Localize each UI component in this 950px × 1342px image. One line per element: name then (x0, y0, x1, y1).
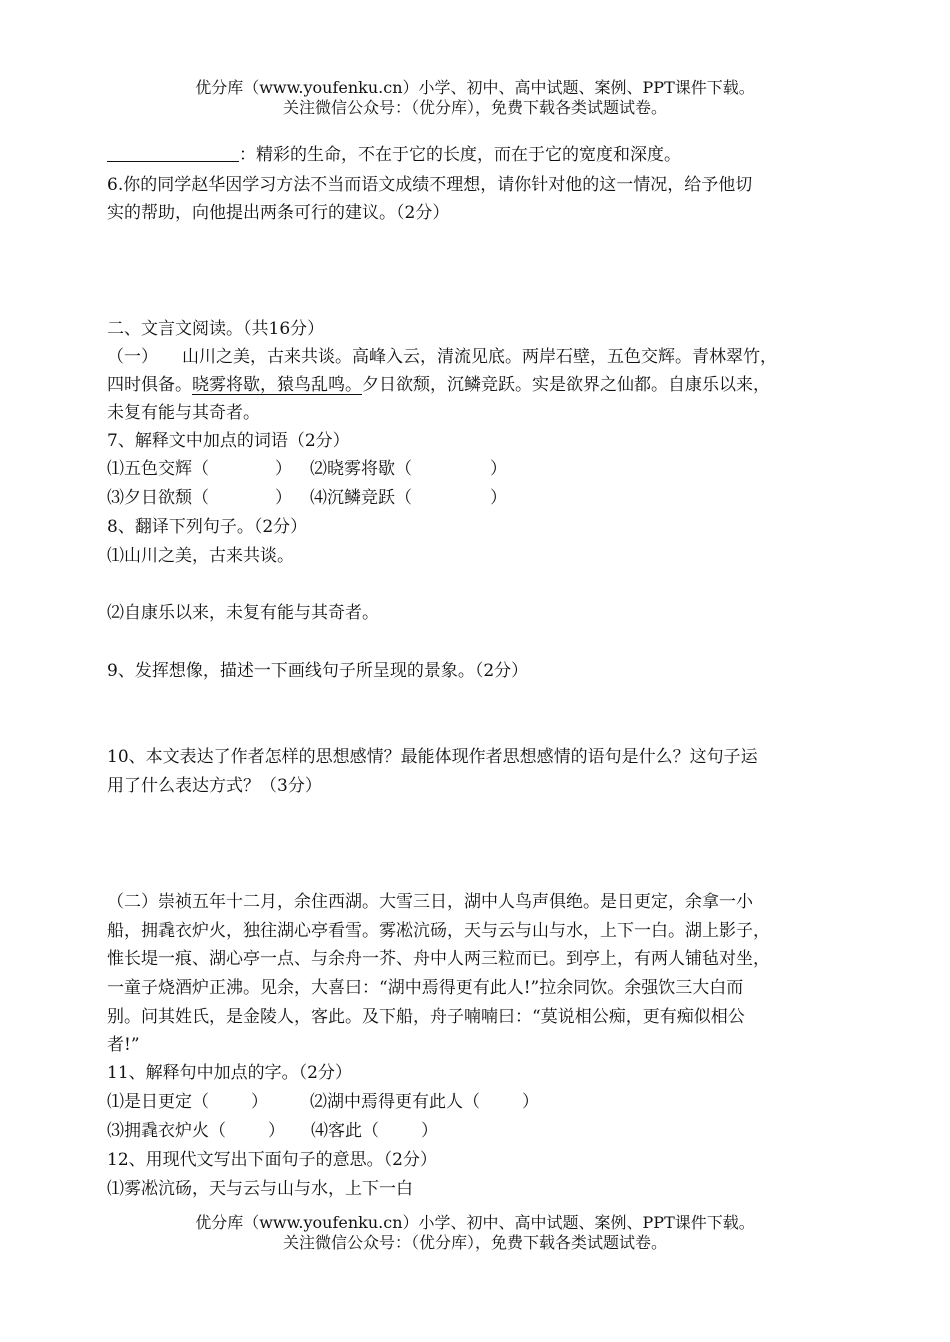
q7-item-4: ⑷沉鳞竞跃（ (310, 488, 412, 508)
q11-title: 11、解释句中加点的字。（2分） (107, 1063, 352, 1083)
passage-2-line-3: 惟长堤一痕、湖心亭一点、与余舟一芥、舟中人两三粒而已。到亭上，有两人铺毡对坐， (107, 949, 770, 969)
passage-1-prefix: （一） (107, 347, 158, 367)
passage-1-line-3: 未复有能与其奇者。 (107, 403, 260, 423)
q11-item-4: ⑷客此（ (311, 1121, 379, 1141)
q10-line-2: 用了什么表达方式？（3分） (107, 776, 322, 796)
q6-line-2: 实的帮助，向他提出两条可行的建议。（2分） (107, 203, 450, 223)
footer-line-2: 关注微信公众号：（优分库），免费下载各类试题试卷。 (282, 1233, 667, 1252)
q8-item-2: ⑵自康乐以来，未复有能与其奇者。 (107, 603, 379, 623)
q11-item-4-close: ） (421, 1121, 438, 1141)
q7-row-1 (107, 458, 507, 480)
q8-title: 8、翻译下列句子。（2分） (107, 517, 308, 537)
passage-1-text: 山川之美，古来共谈。高峰入云，清流见底。两岸石壁，五色交辉。青林翠竹， (182, 347, 777, 367)
underlined-sentence: 晓雾将歇，猿鸟乱鸣。 (192, 375, 362, 395)
passage-2-line-2: 船，拥毳衣炉火，独往湖心亭看雪。雾凇沆砀，天与云与山与水，上下一白。湖上影子， (107, 921, 770, 941)
q12-item-1: ⑴雾凇沆砀，天与云与山与水，上下一白 (107, 1179, 413, 1199)
blank-answer-line (107, 144, 681, 166)
footer-line-1: 优分库（www.youfenku.cn）小学、初中、高中试题、案例、PPT课件下载。 (195, 1213, 755, 1232)
q11-row-1 (107, 1091, 539, 1113)
q7-item-4-close: ） (490, 488, 507, 508)
q7-item-1: ⑴五色交辉（ (107, 459, 209, 479)
q11-item-1: ⑴是日更定（ (107, 1092, 209, 1112)
blank-line-text: ：精彩的生命，不在于它的长度，而在于它的宽度和深度。 (239, 145, 681, 165)
q7-item-2-close: ） (490, 459, 507, 479)
q9-title: 9、发挥想像，描述一下画线句子所呈现的景象。（2分） (107, 661, 529, 681)
header-line-2: 关注微信公众号：（优分库），免费下载各类试题试卷。 (282, 98, 667, 117)
passage-2-line-5: 别。问其姓氏，是金陵人，客此。及下船，舟子喃喃曰：“莫说相公痴，更有痴似相公 (107, 1007, 745, 1027)
q8-item-1: ⑴山川之美，古来共谈。 (107, 546, 294, 566)
passage-1-text-after: 夕日欲颓，沉鳞竞跃。实是欲界之仙都。自康乐以来， (362, 375, 770, 395)
q6-line-1: 6.你的同学赵华因学习方法不当而语文成绩不理想，请你针对他的这一情况，给予他切 (107, 175, 753, 195)
q7-item-2: ⑵晓雾将歇（ (310, 459, 412, 479)
q10-line-1: 10、本文表达了作者怎样的思想感情？最能体现作者思想感情的语句是什么？这句子运 (107, 747, 758, 767)
passage-1-line-2 (107, 374, 770, 396)
q11-item-1-close: ） (251, 1092, 268, 1112)
q7-item-3: ⑶夕日欲颓（ (107, 488, 209, 508)
section-2-title: 二、文言文阅读。（共16分） (107, 319, 325, 339)
q7-item-1-close: ） (275, 459, 292, 479)
q7-title: 7、解释文中加点的词语（2分） (107, 431, 350, 451)
header-line-1: 优分库（www.youfenku.cn）小学、初中、高中试题、案例、PPT课件下载。 (195, 78, 755, 97)
passage-2-line-6: 者!” (107, 1035, 140, 1055)
q7-row-2 (107, 487, 507, 509)
q11-row-2 (107, 1120, 438, 1142)
q11-item-3: ⑶拥毳衣炉火（ (107, 1121, 226, 1141)
q11-item-2-close: ） (522, 1092, 539, 1112)
q11-item-2: ⑵湖中焉得更有此人（ (310, 1092, 480, 1112)
passage-1-text-before: 四时俱备。 (107, 375, 192, 395)
fill-in-blank[interactable] (107, 145, 239, 162)
passage-1-line-1 (107, 346, 777, 368)
passage-2-line-4: 一童子烧酒炉正沸。见余，大喜曰：“湖中焉得更有此人!”拉余同饮。余强饮三大白而 (107, 978, 744, 998)
q7-item-3-close: ） (275, 488, 292, 508)
q12-title: 12、用现代文写出下面句子的意思。（2分） (107, 1150, 437, 1170)
passage-2-line-1: （二）崇祯五年十二月，余住西湖。大雪三日，湖中人鸟声俱绝。是日更定，余拿一小 (107, 892, 753, 912)
q11-item-3-close: ） (268, 1121, 285, 1141)
